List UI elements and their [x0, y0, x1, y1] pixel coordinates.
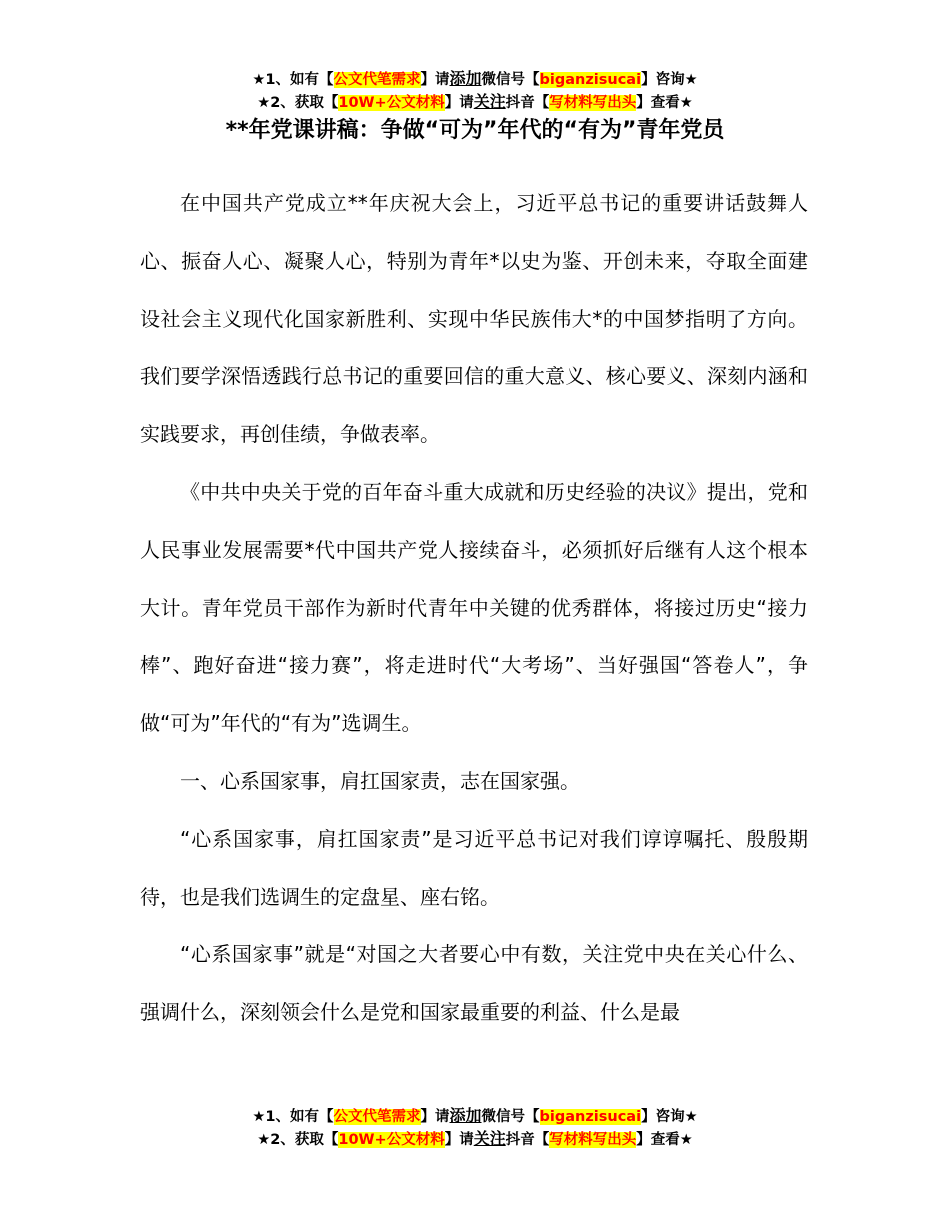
banner-highlight: 写材料写出头 [549, 95, 637, 111]
banner-text: 】咨询★ [641, 72, 698, 88]
banner-line-2 [0, 1128, 950, 1151]
banner-emphasis: 关注 [473, 1129, 506, 1148]
banner-highlight: 写材料写出头 [549, 1132, 637, 1148]
banner-text: 】咨询★ [641, 1109, 698, 1125]
banner-text: 抖音【 [505, 1132, 550, 1148]
banner-line-1 [0, 1105, 950, 1128]
banner-text: ★2、获取【 [257, 95, 339, 111]
banner-highlight: 10W+公文材料 [338, 95, 445, 111]
document-title: **年党课讲稿：争做“可为”年代的“有为”青年党员 [225, 118, 725, 143]
banner-emphasis: 添加 [449, 1106, 482, 1125]
document-body [140, 175, 808, 1042]
paragraph: “心系国家事”就是“对国之大者要心中有数，关注党中央在关心什么、强调什么，深刻领会什么是党和国家最重要的利益、什么是最 [140, 942, 808, 1025]
section-heading: 一、心系国家事，肩扛国家责，志在国家强。 [180, 768, 580, 793]
banner-highlight: biganzisucai [539, 72, 642, 88]
banner-highlight: 10W+公文材料 [338, 1132, 445, 1148]
banner-text: ★1、如有【 [252, 1109, 334, 1125]
banner-highlight: biganzisucai [539, 1109, 642, 1125]
banner-text: ★2、获取【 [257, 1132, 339, 1148]
footer-banner [0, 1105, 950, 1151]
banner-text: 】请 [444, 95, 474, 111]
banner-text: 微信号【 [481, 1109, 540, 1125]
banner-text: 抖音【 [505, 95, 550, 111]
banner-text: 】查看★ [636, 95, 693, 111]
paragraph: 《中共中央关于党的百年奋斗重大成就和历史经验的决议》提出，党和人民事业发展需要*代中国共产党人接续奋斗，必须抓好后继有人这个根本大计。青年党员干部作为新时代青年中关键的优秀群体，将接过历史“接力棒”、跑好奋进“接力赛”，将走进时代“大考场”、当好强国“答卷人”，争做“可为”年代的“有为”选调生。 [140, 479, 808, 736]
banner-emphasis: 关注 [473, 92, 506, 111]
banner-emphasis: 添加 [449, 69, 482, 88]
banner-text: ★1、如有【 [252, 72, 334, 88]
banner-text: 】请 [444, 1132, 474, 1148]
paragraph: 在中国共产党成立**年庆祝大会上，习近平总书记的重要讲话鼓舞人心、振奋人心、凝聚人心，特别为青年*以史为鉴、开创未来，夺取全面建设社会主义现代化国家新胜利、实现中华民族伟大*的中国梦指明了方向。我们要学深悟透践行总书记的重要回信的重大意义、核心要义、深刻内涵和实践要求，再创佳绩，争做表率。 [140, 191, 808, 447]
banner-highlight: 公文代笔需求 [333, 1109, 421, 1125]
banner-text: 】请 [420, 1109, 450, 1125]
banner-line-2 [0, 91, 950, 114]
banner-line-1 [0, 68, 950, 91]
banner-text: 】查看★ [636, 1132, 693, 1148]
header-banner [0, 68, 950, 114]
banner-text: 】请 [420, 72, 450, 88]
banner-text: 微信号【 [481, 72, 540, 88]
paragraph: “心系国家事，肩扛国家责”是习近平总书记对我们谆谆嘱托、殷殷期待，也是我们选调生的定盘星、座右铭。 [140, 826, 808, 909]
banner-highlight: 公文代笔需求 [333, 72, 421, 88]
